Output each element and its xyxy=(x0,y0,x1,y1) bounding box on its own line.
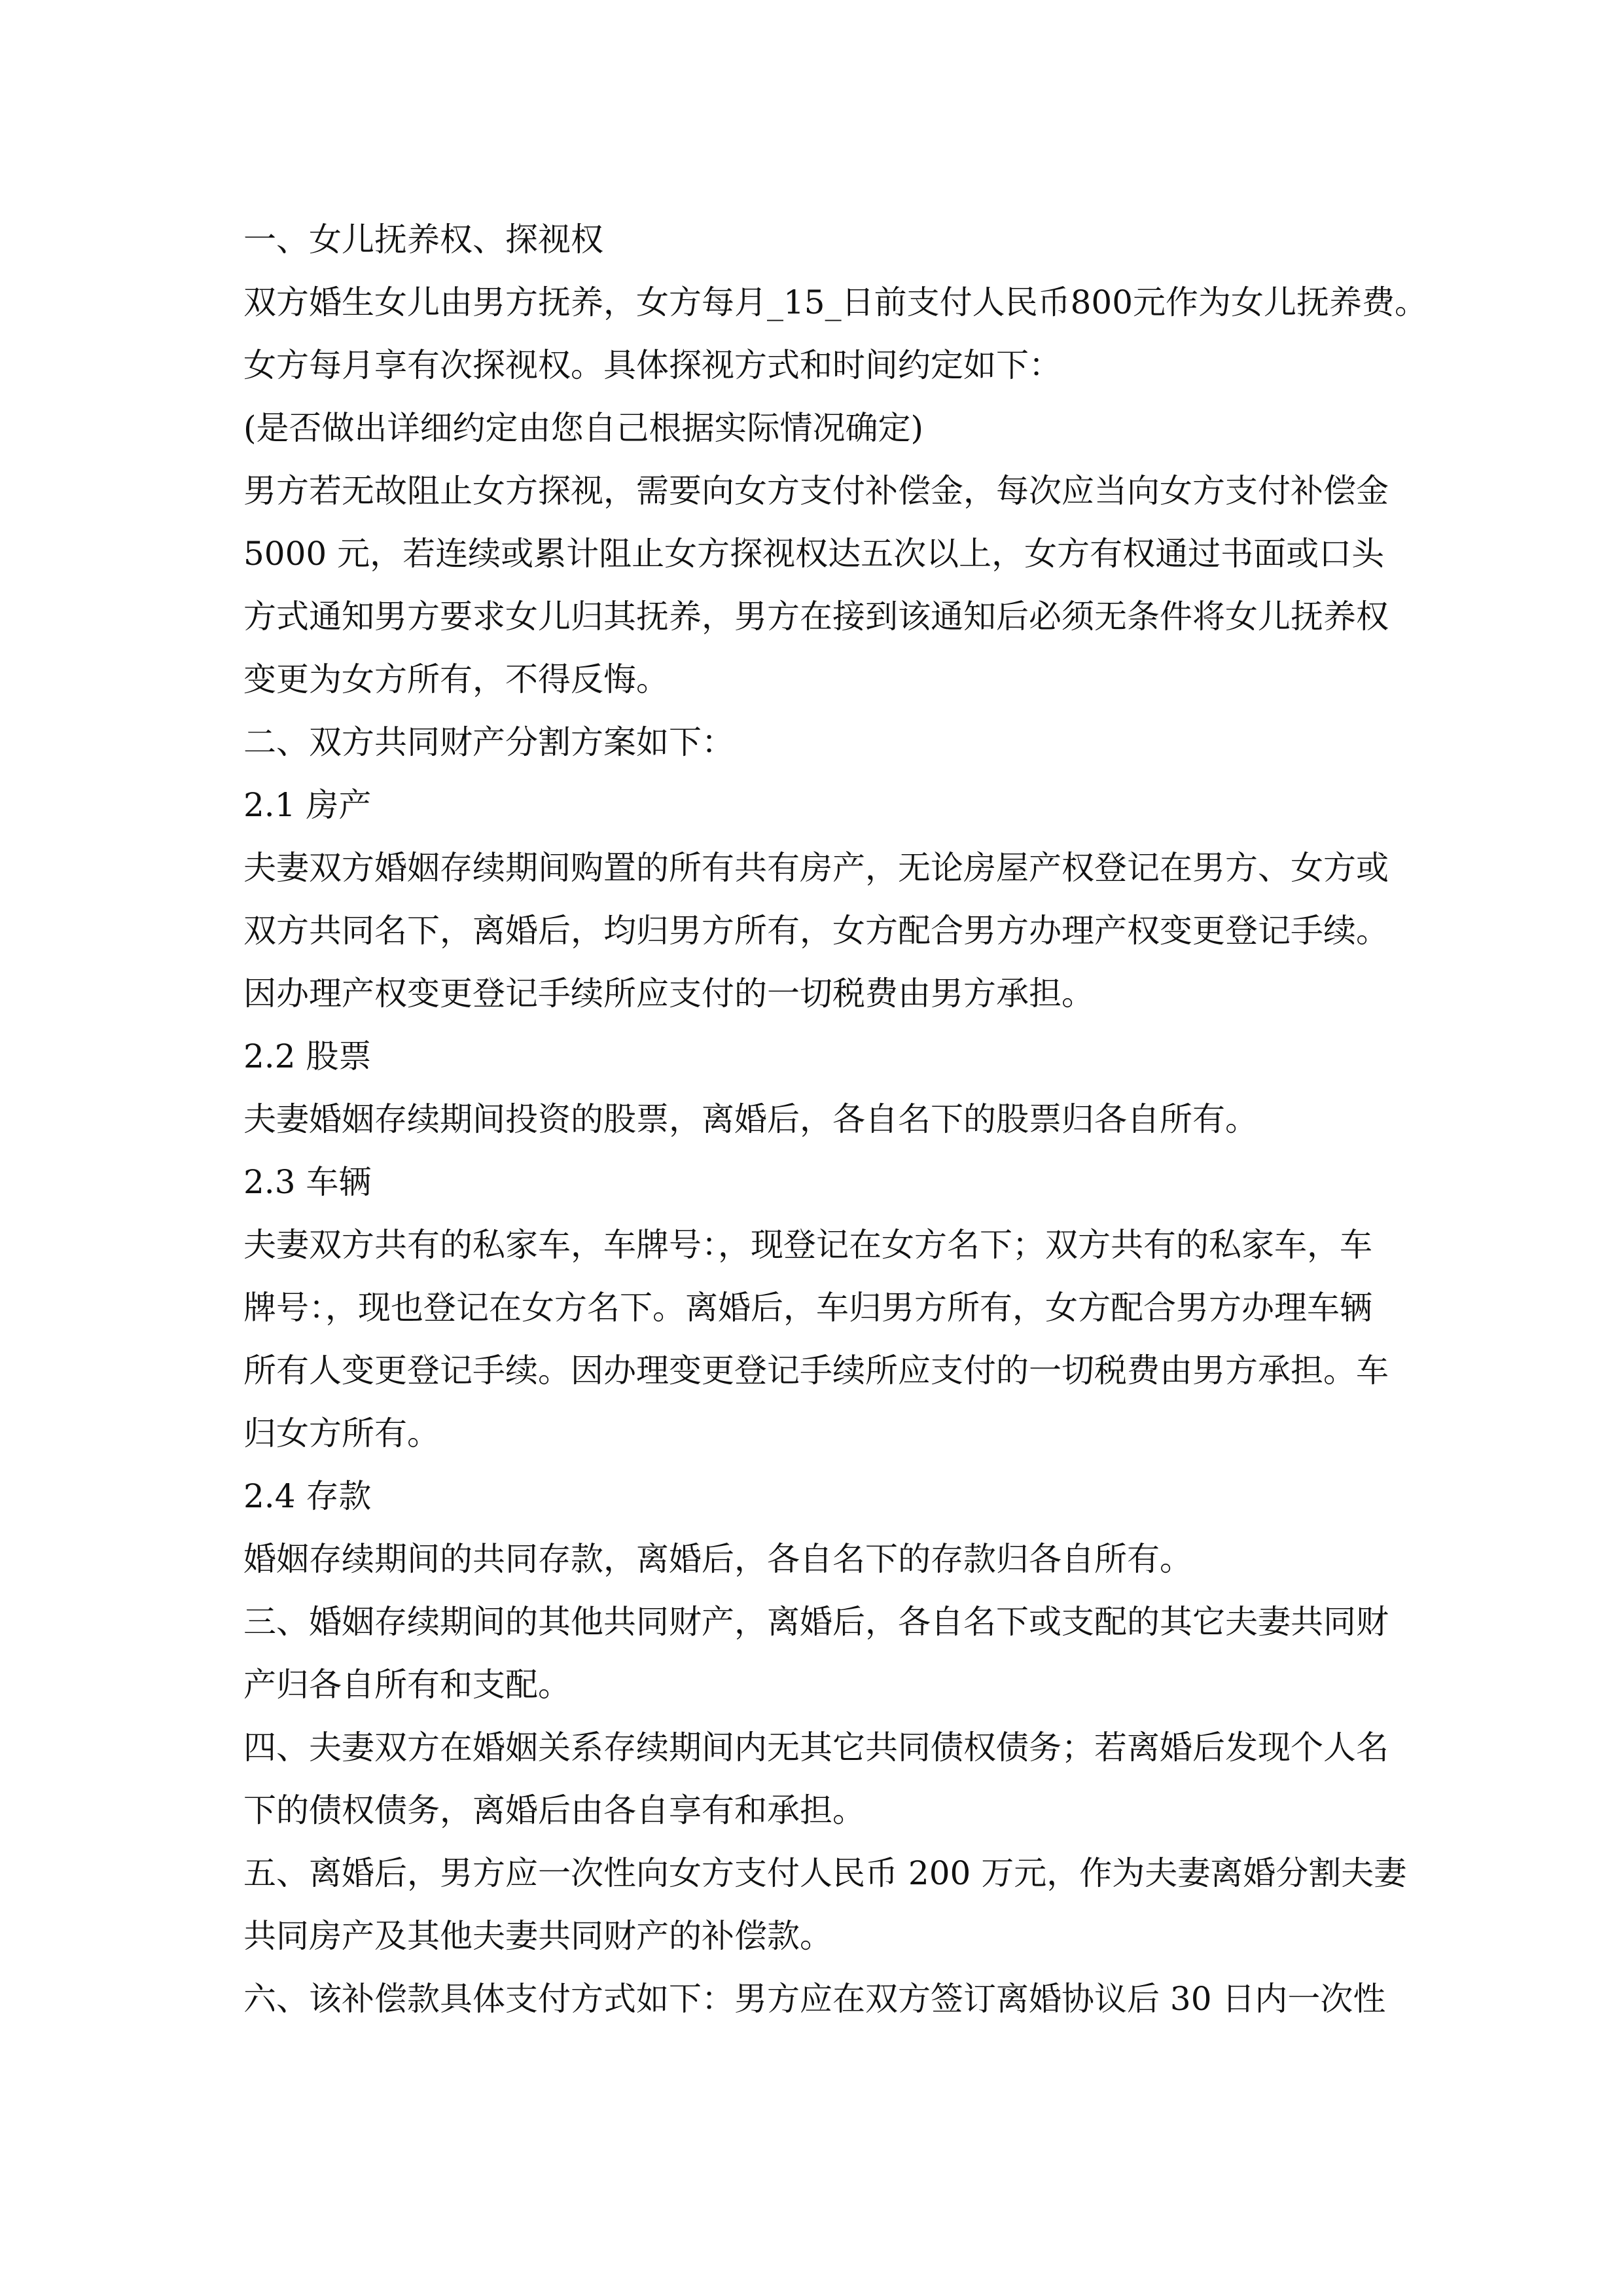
section-heading-custody: 一、女儿抚养权、探视权 xyxy=(243,221,603,259)
section-heading-payment: 六、该补偿款具体支付方式如下：男方应在双方签订离婚协议后 30 日内一次性 xyxy=(243,1980,1386,2018)
paragraph-line: 5000 元，若连续或累计阻止女方探视权达五次以上，女方有权通过书面或口头 xyxy=(243,535,1385,573)
subsection-heading-stocks: 2.2 股票 xyxy=(243,1037,372,1075)
paragraph-line: 夫妻双方共有的私家车，车牌号：，现登记在女方名下；双方共有的私家车，车 xyxy=(243,1226,1372,1264)
paragraph-line: 产归各自所有和支配。 xyxy=(243,1666,571,1704)
subsection-heading-deposits: 2.4 存款 xyxy=(243,1477,372,1515)
paragraph-line: 夫妻双方婚姻存续期间购置的所有共有房产，无论房屋产权登记在男方、女方或 xyxy=(243,849,1389,887)
paragraph-line: 男方若无故阻止女方探视，需要向女方支付补偿金，每次应当向女方支付补偿金 xyxy=(243,472,1389,510)
section-heading-property: 二、双方共同财产分割方案如下： xyxy=(243,723,734,761)
paragraph-line: 女方每月享有次探视权。具体探视方式和时间约定如下： xyxy=(243,346,1061,384)
paragraph-line: 共同房产及其他夫妻共同财产的补偿款。 xyxy=(243,1917,832,1955)
paragraph-line: 变更为女方所有，不得反悔。 xyxy=(243,660,669,698)
paragraph-line: 因办理产权变更登记手续所应支付的一切税费由男方承担。 xyxy=(243,975,1094,1013)
section-heading-compensation: 五、离婚后，男方应一次性向女方支付人民币 200 万元，作为夫妻离婚分割夫妻 xyxy=(243,1854,1407,1892)
section-heading-debts: 四、夫妻双方在婚姻关系存续期间内无其它共同债权债务；若离婚后发现个人名 xyxy=(243,1729,1389,1767)
paragraph-line: 所有人变更登记手续。因办理变更登记手续所应支付的一切税费由男方承担。车 xyxy=(243,1352,1389,1390)
paragraph-line: 下的债权债务，离婚后由各自享有和承担。 xyxy=(243,1791,865,1829)
paragraph-line: 双方婚生女儿由男方抚养，女方每月_15_日前支付人民币800元作为女儿抚养费。 xyxy=(243,283,1428,321)
section-heading-other-property: 三、婚姻存续期间的其他共同财产，离婚后，各自名下或支配的其它夫妻共同财 xyxy=(243,1603,1389,1641)
paragraph-line: 双方共同名下，离婚后，均归男方所有，女方配合男方办理产权变更登记手续。 xyxy=(243,912,1389,950)
paragraph-line: 婚姻存续期间的共同存款，离婚后，各自名下的存款归各自所有。 xyxy=(243,1540,1192,1578)
paragraph-line: (是否做出详细约定由您自己根据实际情况确定) xyxy=(243,409,924,447)
subsection-heading-real-estate: 2.1 房产 xyxy=(243,786,372,824)
subsection-heading-vehicles: 2.3 车辆 xyxy=(243,1163,372,1201)
paragraph-line: 方式通知男方要求女儿归其抚养，男方在接到该通知后必须无条件将女儿抚养权 xyxy=(243,598,1389,636)
paragraph-line: 夫妻婚姻存续期间投资的股票，离婚后，各自名下的股票归各自所有。 xyxy=(243,1100,1258,1138)
paragraph-line: 归女方所有。 xyxy=(243,1414,440,1452)
document-body xyxy=(243,208,1448,2030)
paragraph-line: 牌号：，现也登记在女方名下。离婚后，车归男方所有，女方配合男方办理车辆 xyxy=(243,1289,1372,1327)
